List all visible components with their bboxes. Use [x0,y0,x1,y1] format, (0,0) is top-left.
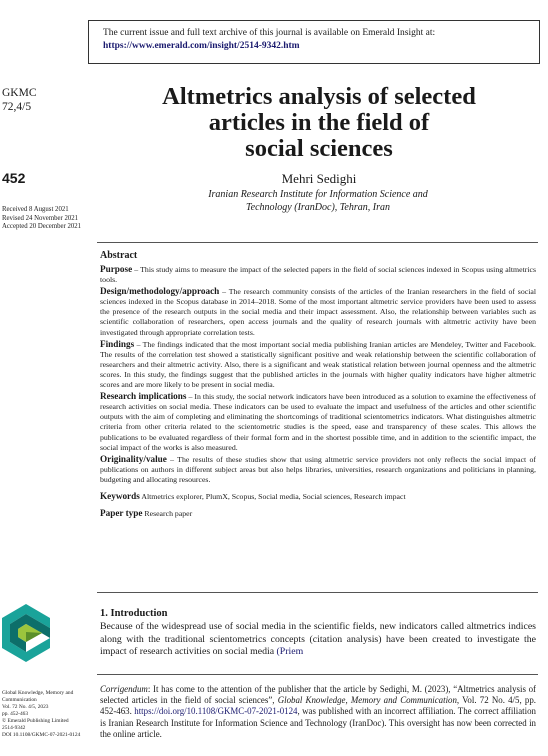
abstract-findings [100,339,536,390]
volume-issue: 72,4/5 [2,101,32,113]
corrigendum-label: Corrigendum [100,684,148,694]
introduction-paragraph: Because of the widespread use of social media in the scientific fields, new indicators called altmetrics indices along with the traditional scientometrics concepts (citation analysis) have been created to investigate the impact of research activities on social media [100,621,536,658]
abstract-heading: Abstract [100,250,138,261]
journal-full-name-cont: Communication [2,697,37,703]
corrigendum-text-2: , Vol. 72 No. 4/5, pp. 452-463. [100,695,536,717]
accepted-date: Accepted 20 December 2021 [2,223,82,230]
keywords-text: Altmetrics explorer, PlumX, Scopus, Social media, Social sciences, Research impact [141,491,406,501]
volume-year: Vol. 72 No. 4/5, 2023 [2,704,49,710]
issn: 2514-9342 [2,725,26,731]
revised-date: Revised 24 November 2021 [2,214,79,222]
affiliation-line-1: Iranian Research Institute for Information Science and [208,189,428,200]
originality-label: Originality/value [100,453,167,464]
purpose-label: Purpose [100,264,133,274]
author-name: Mehri Sedighi [281,171,357,186]
keywords-row [100,491,536,502]
corrigendum-note [100,684,536,740]
paper-type-text: Research paper [144,509,193,519]
findings-label: Findings [100,338,135,349]
abstract-purpose [100,264,536,285]
article-title [92,84,546,162]
abstract-bottom-rule [97,592,538,593]
abstract-implications [100,391,536,453]
title-line-2: articles in the field of [208,109,430,136]
introduction-text [100,621,536,659]
abstract-originality [100,454,536,485]
originality-text: – The results of these studies show that using altmetric service providers not only reflects the social impact of publications on authors in different subject areas but also helps libraries, universities, research organizations and politicians in planning, budgeting and allocating resources. [100,454,536,484]
emerald-logo-icon [2,604,50,662]
page-number: 452 [2,170,26,186]
page-range: pp. 452-463 [2,711,29,717]
corrigendum-doi-link[interactable]: https://doi.org/10.1108/GKMC-07-2021-0124 [134,706,298,717]
abstract-top-rule [97,242,538,243]
corrigendum-text-3: , was published with an incorrect affiliation. The correct affiliation is Iranian Research Institute for Information Science and Technology (IranDoc). This oversight has now been corrected in the online article. [100,706,536,739]
keywords-label: Keywords [100,490,140,501]
journal-abbreviation: GKMC [2,87,37,99]
corrigendum-journal: Global Knowledge, Memory and Communication [277,695,457,706]
findings-text: – The findings indicated that the most important social media publishing Iranian articles are Mendeley, Twitter and Facebook. The results of the correlation test showed a statistically significant positive and weak relationship between the scientific collaboration of researchers and their altmetric activity. Also, there is a significant and weak statistical relation between journal openness and the altmetric scores. In this study, the findings suggest that the published articles in the journals with higher quality indicators have higher altmetric scores and are more likely to be present in social media. [100,339,536,390]
journal-full-name: Global Knowledge, Memory and [2,690,74,696]
received-date: Received 8 August 2021 [2,206,69,213]
title-line-3: social sciences [245,135,393,162]
affiliation-line-2: Technology (IranDoc), Tehran, Iran [246,202,390,213]
design-text: – The research community consists of the articles of the Iranian researchers in the field of social sciences indexed in the Scopus database in 2014–2018. Some of the most important altmetric service providers have been used to assess the presence of the research outputs in the social media and their impact assessment. Also, the relationship between variables such as scientific collaboration of researchers, open access journals and the quality of research journals with altmetric activity have been investigated through appropriate correlation tests. [100,287,536,337]
introduction-heading: 1. Introduction [100,608,168,619]
implications-label: Research implications [100,391,187,402]
doi-meta: DOI 10.1108/GKMC-07-2021-0124 [2,732,81,738]
citation-link[interactable]: (Priem [276,646,304,658]
design-label: Design/methodology/approach [100,286,220,297]
paper-type-row [100,508,536,519]
publication-metadata [2,690,86,739]
paper-type-label: Paper type [100,508,143,519]
abstract-design [100,286,536,337]
title-line-1: Altmetrics analysis of selected [162,83,476,110]
implications-text: – In this study, the social network indicators have been introduced as a solution to examine the effectiveness of research activities on social media. These indicators can be used to evaluate the impact and usefulness of the articles and other scientific outputs with the aim of completing and eliminating the shortcomings of traditional scientometrics indicators. What distinguishes altmetric criteria from other criteria related to the scientometric studies is the speed, ease and transparency of these scales. This allows the publications to be evaluated regardless of their formal form and in the shortest possible time, and in addition to the scientific impact, the social impact of the works is also measured. [100,392,537,452]
copyright: © Emerald Publishing Limited [2,718,69,724]
purpose-text: – This study aims to measure the impact of the selected papers in the field of social sciences indexed in Scopus using altmetrics tools. [100,265,536,285]
journal-citation-block [2,86,86,114]
journal-archive-link[interactable]: https://www.emerald.com/insight/2514-9342.htm [103,41,300,51]
corrigendum-rule [97,674,538,675]
access-notice-text: The current issue and full text archive of this journal is available on Emerald Insight at: [103,28,436,38]
access-notice-box [88,20,540,64]
author-affiliation [140,188,496,214]
article-dates [2,206,86,232]
corrigendum-text-1: : It has come to the attention of the publisher that the article by Sedighi, M. (2023), “Altmetrics analysis of selected articles in the field of social sciences”, [100,684,536,706]
abstract-section [100,250,536,520]
